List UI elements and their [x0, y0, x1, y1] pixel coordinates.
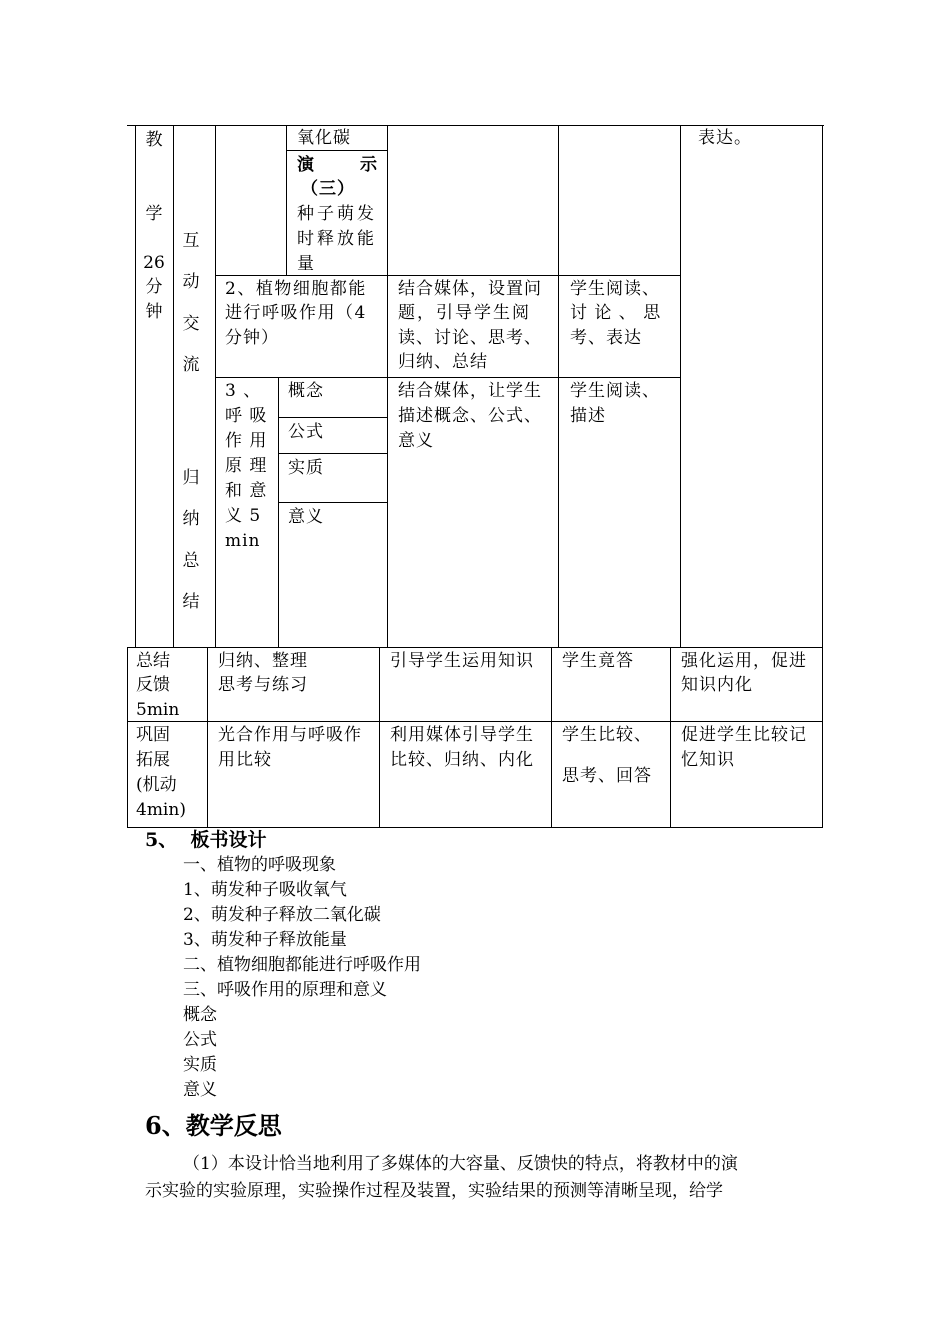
mode-char: 交: [182, 314, 200, 334]
resp-content: 2、植物细胞都能: [225, 279, 367, 299]
row-divider: [279, 417, 387, 418]
board-line: 2、萌发种子释放二氧化碳: [183, 905, 381, 925]
resp-teacher: 读、讨论、思考、: [398, 328, 542, 348]
mode-char: 纳: [182, 509, 200, 529]
resp-student: 学生阅读、: [570, 279, 660, 299]
col-divider: [551, 647, 552, 828]
board-line: 三、呼吸作用的原理和意义: [183, 980, 387, 1000]
stage-char: 钟: [145, 302, 163, 322]
mode-char: 互: [182, 231, 200, 251]
mode-char: 归: [182, 468, 200, 488]
principle-label: 原 理: [225, 456, 268, 476]
demo-text: 时释放能: [297, 229, 377, 249]
board-line: 意义: [183, 1080, 217, 1100]
col-divider: [173, 125, 174, 647]
principle-label: 义 5: [225, 506, 262, 526]
col-divider: [558, 125, 559, 647]
stage-char: 26: [143, 253, 165, 273]
section5-heading: 5、 板书设计: [145, 829, 267, 851]
row-divider: [215, 377, 680, 378]
consolidate-purpose: 忆知识: [681, 750, 735, 770]
board-line: 二、植物细胞都能进行呼吸作用: [183, 955, 421, 975]
consolidate-content: 用比较: [218, 750, 272, 770]
summary-teacher: 引导学生运用知识: [390, 651, 534, 671]
principle-item: 实质: [288, 458, 324, 478]
board-line: 实质: [183, 1055, 217, 1075]
summary-stage: 5min: [136, 700, 180, 720]
stage-char: 分: [145, 277, 163, 297]
col-divider: [387, 125, 388, 647]
consolidate-teacher: 比较、归纳、内化: [390, 750, 534, 770]
principle-label: min: [225, 531, 261, 551]
consolidate-stage: 巩固: [136, 725, 170, 745]
reflection-line: 示实验的实验原理，实验操作过程及装置，实验结果的预测等清晰呈现，给学: [145, 1181, 723, 1201]
consolidate-stage: (机动: [136, 775, 177, 795]
summary-student: 学生竟答: [562, 651, 634, 671]
board-line: 1、萌发种子吸收氧气: [183, 880, 347, 900]
mode-char: 动: [182, 272, 200, 292]
col-divider: [215, 125, 216, 647]
cell-text: 氧化碳: [297, 128, 351, 148]
row-divider: [279, 453, 387, 454]
summary-stage: 反馈: [136, 675, 170, 695]
resp-teacher: 归纳、总结: [398, 352, 488, 372]
summary-content: 思考与练习: [218, 675, 308, 695]
row-divider: [127, 721, 823, 722]
demo-text: 量: [297, 254, 315, 274]
principle-label: 作 用: [225, 431, 268, 451]
demo-label: 示: [360, 155, 378, 175]
consolidate-student: 思考、回答: [562, 766, 652, 786]
reflection-line: （1）本设计恰当地利用了多媒体的大容量、反馈快的特点，将教材中的演: [183, 1154, 738, 1174]
consolidate-student: 学生比较、: [562, 725, 652, 745]
stage-char: 学: [145, 204, 163, 224]
col-divider: [379, 647, 380, 828]
col-divider: [670, 647, 671, 828]
principle-teacher: 描述概念、公式、: [398, 406, 542, 426]
col-divider: [286, 125, 287, 275]
resp-student: 讨 论 、 思: [570, 303, 662, 323]
col-divider: [207, 647, 208, 828]
principle-student: 学生阅读、: [570, 381, 660, 401]
col-divider: [680, 125, 681, 647]
resp-content: 进行呼吸作用（4: [225, 303, 367, 323]
section6-heading: 6、教学反思: [145, 1111, 282, 1140]
row-divider: [127, 647, 823, 648]
consolidate-teacher: 利用媒体引导学生: [390, 725, 534, 745]
summary-purpose: 知识内化: [681, 675, 753, 695]
mode-char: 结: [182, 592, 200, 612]
row-divider: [279, 502, 387, 503]
stage-char: 教: [145, 130, 163, 150]
consolidate-content: 光合作用与呼吸作: [218, 725, 362, 745]
resp-student: 考、表达: [570, 328, 642, 348]
table-left-border: [135, 125, 136, 647]
principle-label: 和 意: [225, 481, 268, 501]
principle-teacher: 意义: [398, 431, 434, 451]
summary-stage: 总结: [136, 651, 170, 671]
demo-label: 演: [297, 155, 315, 175]
summary-purpose: 强化运用，促进: [681, 651, 807, 671]
resp-content: 分钟）: [225, 328, 279, 348]
student-express: 表达。: [698, 128, 752, 148]
resp-teacher: 结合媒体，设置问: [398, 279, 542, 299]
col-divider: [127, 647, 128, 828]
principle-item: 公式: [288, 422, 324, 442]
consolidate-stage: 拓展: [136, 750, 170, 770]
demo-label: （三）: [301, 179, 355, 199]
mode-char: 总: [182, 551, 200, 571]
principle-student: 描述: [570, 406, 606, 426]
consolidate-purpose: 促进学生比较记: [681, 725, 807, 745]
board-line: 一、植物的呼吸现象: [183, 855, 336, 875]
mode-char: 流: [182, 355, 200, 375]
principle-teacher: 结合媒体，让学生: [398, 381, 542, 401]
consolidate-stage: 4min): [136, 800, 186, 820]
principle-label: 3 、: [225, 381, 262, 401]
board-line: 3、萌发种子释放能量: [183, 930, 347, 950]
demo-text: 种子萌发: [297, 204, 377, 224]
board-line: 概念: [183, 1005, 217, 1025]
principle-label: 呼 吸: [225, 406, 268, 426]
row-divider: [215, 275, 680, 276]
summary-content: 归纳、整理: [218, 651, 308, 671]
board-line: 公式: [183, 1030, 217, 1050]
principle-item: 概念: [288, 381, 324, 401]
principle-item: 意义: [288, 507, 324, 527]
table-right-border: [822, 125, 823, 828]
resp-teacher: 题，引导学生阅: [398, 303, 531, 323]
